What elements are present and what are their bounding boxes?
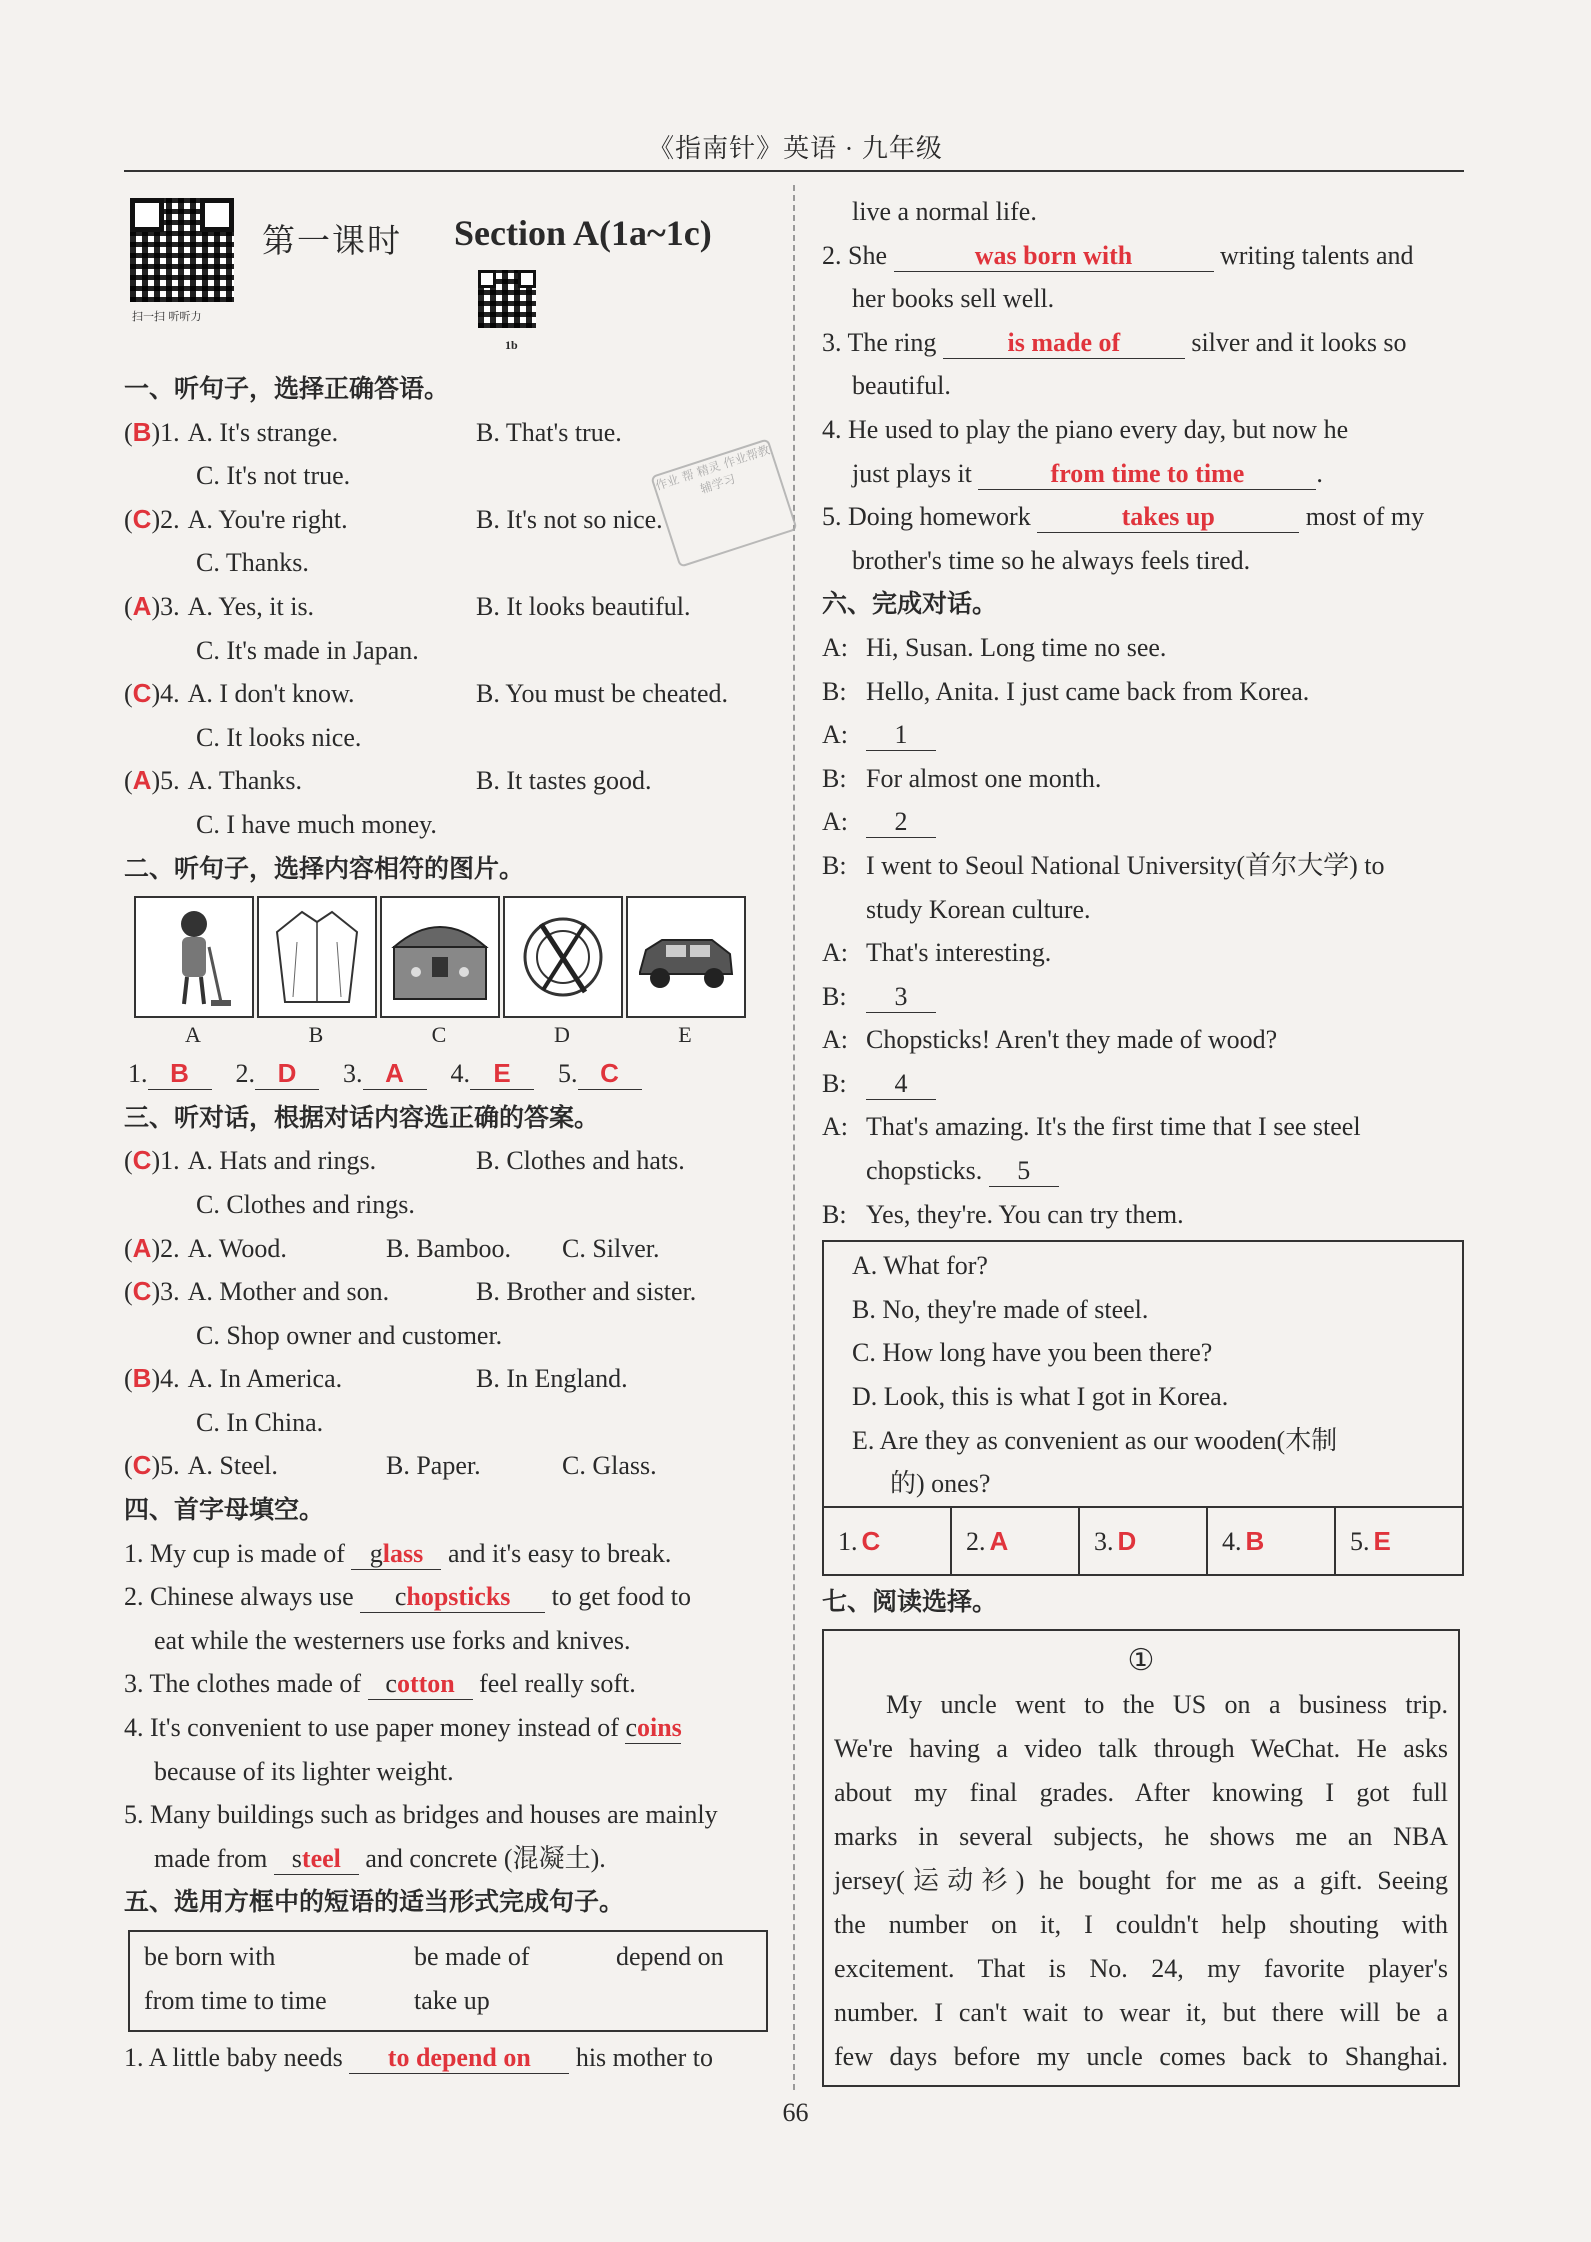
paren-open: ( [124, 504, 133, 534]
question-number: )2. [151, 1233, 180, 1263]
dialogue-text: Yes, they're. You can try them. [866, 1199, 1184, 1229]
girl-sweeping-icon [149, 902, 239, 1012]
answer-number: 1. [128, 1059, 148, 1089]
picture-answer: E [493, 1058, 511, 1089]
phrase-q4: 4. He used to play the piano every day, but now he [822, 414, 1349, 444]
option-a: A. It's strange. [187, 417, 339, 447]
picture-label: A [185, 1022, 201, 1048]
option-c: C. Glass. [562, 1451, 657, 1481]
dialogue-answer: C [861, 1525, 881, 1556]
paren-open: ( [124, 591, 133, 621]
picture-e [626, 896, 744, 1052]
phrase-q1-cont: live a normal life. [852, 197, 1037, 226]
dialogue-answer: B [1245, 1525, 1265, 1556]
shirt-icon [267, 902, 367, 1012]
paren-open: ( [124, 679, 133, 709]
phrase: depend on [616, 1942, 724, 1971]
phrase-q4-cont: just plays it from time to time . [852, 458, 1323, 488]
watermark-stamp: 作业 帮 精灵 作业帮教辅学习 [650, 438, 798, 568]
phrase-box [128, 1930, 768, 2032]
speaker: A: [822, 938, 848, 968]
option-a: A. You're right. [187, 504, 348, 534]
option-b: B. You must be cheated. [476, 679, 729, 709]
speaker: A: [822, 1025, 848, 1055]
question-number: )1. [151, 1146, 180, 1176]
option-a: A. Wood. [187, 1233, 287, 1263]
speaker: A: [822, 632, 848, 662]
fill-letter-q5-cont: made from steel and concrete (混凝土). [154, 1843, 606, 1873]
header-rule [124, 170, 1464, 172]
column-divider [793, 185, 795, 2090]
choice-question-cont [124, 1314, 769, 1358]
choice-answer: A [132, 1232, 152, 1263]
option-b: B. It looks beautiful. [476, 591, 691, 621]
dialogue-blank[interactable]: 1 [866, 720, 936, 751]
passage-number: ① [1127, 1644, 1155, 1678]
passage-line: jersey(运动衫) he bought for me as a gift. Seeing [834, 1866, 1448, 1896]
choice-question [124, 1139, 769, 1183]
question-number: )3. [151, 591, 180, 621]
choice-answer: B [132, 416, 152, 447]
answer-number: 1. [838, 1526, 858, 1556]
page-header: 《指南针》英语 · 九年级 [648, 134, 943, 163]
choice-question [124, 759, 769, 803]
dialogue-line [822, 626, 1464, 670]
phrase-q2-cont: her books sell well. [852, 284, 1055, 314]
choice-question-cont [124, 1183, 769, 1227]
picture-label: C [431, 1022, 447, 1048]
option-b: B. That's true. [476, 417, 622, 447]
reading-passage-box [822, 1629, 1460, 2087]
question-number: )5. [151, 1451, 180, 1481]
section-2-answers [124, 1052, 769, 1096]
option-b: B. Brother and sister. [476, 1277, 697, 1307]
answer-blank [363, 1058, 427, 1090]
page-number: 66 [782, 2098, 809, 2127]
fill-letter-q1: 1. My cup is made of glass and it's easy to break. [124, 1538, 672, 1568]
option-c: C. In China. [196, 1407, 324, 1437]
option-c: C. Shop owner and customer. [196, 1320, 503, 1350]
phrase-q3: 3. The ring is made of silver and it looks so [822, 327, 1407, 357]
dialogue-text: I went to Seoul National University(首尔大学) to [866, 850, 1385, 880]
paren-open: ( [124, 1364, 133, 1394]
dialogue-option: D. Look, this is what I got in Korea. [852, 1382, 1229, 1412]
dialogue-options-box [822, 1240, 1464, 1576]
section-1-title: 一、听句子，选择正确答语。 [124, 374, 450, 403]
choice-question [124, 411, 769, 455]
speaker: B: [822, 1068, 847, 1098]
option-a: A. Mother and son. [187, 1277, 390, 1307]
option-a: A. Yes, it is. [187, 591, 315, 621]
phrase-q3-cont: beautiful. [852, 371, 951, 401]
option-a: A. I don't know. [187, 679, 355, 709]
car-icon [632, 902, 740, 1012]
dialogue-line [822, 757, 1464, 801]
option-a: A. Steel. [187, 1451, 278, 1481]
choice-question-cont [124, 541, 769, 585]
speaker: B: [822, 1199, 847, 1229]
speaker: A: [822, 1112, 848, 1142]
choice-question-cont [124, 803, 769, 847]
question-number: )3. [151, 1277, 180, 1307]
answer-number: 4. [1222, 1526, 1242, 1556]
dialogue-blank[interactable]: 2 [866, 807, 936, 838]
option-a: A. Hats and rings. [187, 1146, 377, 1176]
dialogue-text: Chopsticks! Aren't they made of wood? [866, 1025, 1278, 1055]
option-a: A. Thanks. [187, 766, 302, 796]
choice-question [124, 1357, 769, 1401]
paren-open: ( [124, 1451, 133, 1481]
choice-answer: C [132, 503, 152, 534]
dialogue-text: Hello, Anita. I just came back from Korea. [866, 676, 1310, 706]
choice-answer: A [132, 765, 152, 796]
fill-letter-q2-cont: eat while the westerners use forks and knives. [154, 1625, 631, 1655]
speaker: A: [822, 720, 848, 750]
answer-blank [470, 1058, 534, 1090]
answer-blank [578, 1058, 642, 1090]
dialogue-line [822, 713, 1464, 757]
fill-letter-q2: 2. Chinese always use chopsticks to get food to [124, 1582, 691, 1612]
passage-line: the number on it, I couldn't help shouting with [834, 1910, 1448, 1940]
question-number: )4. [151, 679, 180, 709]
dialogue [822, 626, 1464, 1236]
dialogue-line-cont [822, 1149, 1464, 1193]
dialogue-line [822, 1193, 1464, 1237]
choice-answer: C [132, 678, 152, 709]
picture-c [380, 896, 498, 1052]
answer-number: 5. [1350, 1526, 1370, 1556]
answer-cell [1208, 1508, 1336, 1574]
dialogue-line-cont [822, 888, 1464, 932]
dialogue-blank[interactable]: 4 [866, 1069, 936, 1100]
option-a: A. In America. [187, 1364, 343, 1394]
answer-cell [824, 1508, 952, 1574]
section-4-title: 四、首字母填空。 [124, 1495, 325, 1525]
dialogue-line [822, 1018, 1464, 1062]
dialogue-line [822, 975, 1464, 1019]
dialogue-answer-grid [824, 1506, 1462, 1574]
dialogue-option: A. What for? [852, 1251, 988, 1281]
question-number: )2. [151, 504, 180, 534]
dialogue-text: That's interesting. [866, 938, 1052, 968]
section-3-items [124, 1139, 769, 1488]
question-number: )5. [151, 766, 180, 796]
option-c: C. Thanks. [196, 548, 309, 578]
choice-question-cont [124, 454, 769, 498]
option-b: B. Clothes and hats. [476, 1146, 685, 1176]
picture-b [257, 896, 375, 1052]
answer-number: 3. [343, 1059, 363, 1089]
option-c: C. Silver. [562, 1233, 660, 1263]
question-number: )1. [151, 417, 180, 447]
dialogue-blank[interactable]: 5 [989, 1156, 1059, 1187]
treasure-chest-icon [386, 902, 494, 1012]
choice-question [124, 672, 769, 716]
qr-code-1b-icon[interactable] [478, 270, 536, 328]
picture-label: D [554, 1022, 570, 1048]
choice-question [124, 498, 769, 542]
phrase-q2: 2. She was born with writing talents and [822, 240, 1414, 270]
option-b: B. It tastes good. [476, 766, 652, 796]
speaker: A: [822, 807, 848, 837]
dialogue-line [822, 1062, 1464, 1106]
answer-cell [1336, 1508, 1462, 1574]
option-c: C. It's not true. [196, 461, 351, 491]
left-column [124, 190, 769, 2080]
choice-question [124, 1444, 769, 1488]
phrase-q5: 5. Doing homework takes up most of my [822, 502, 1425, 532]
answer-number: 5. [558, 1059, 578, 1089]
paren-open: ( [124, 766, 133, 796]
dialogue-text: That's amazing. It's the first time that I see steel [866, 1112, 1361, 1142]
picture-d [503, 896, 621, 1052]
speaker: B: [822, 676, 847, 706]
fill-letter-q4-cont: because of its lighter weight. [154, 1756, 454, 1786]
section-6-title: 六、完成对话。 [822, 589, 998, 619]
qr-code-icon[interactable] [130, 198, 234, 302]
paren-open: ( [124, 1146, 133, 1176]
dialogue-line [822, 844, 1464, 888]
picture-answer: A [385, 1058, 404, 1089]
dialogue-answer: A [989, 1525, 1009, 1556]
phrase-q5-cont: brother's time so he always feels tired. [852, 545, 1251, 575]
picture-options [134, 896, 769, 1052]
phrase: take up [414, 1986, 490, 2015]
choice-question [124, 1270, 769, 1314]
paren-open: ( [124, 1277, 133, 1307]
choice-answer: C [132, 1145, 152, 1176]
passage-line: few days before my uncle comes back to Shanghai. [834, 2042, 1448, 2072]
picture-label: E [678, 1022, 692, 1048]
choice-answer: B [132, 1363, 152, 1394]
passage-line: about my final grades. After knowing I got full [834, 1778, 1448, 1808]
dialogue-answer: E [1373, 1525, 1391, 1556]
answer-blank [255, 1058, 319, 1090]
right-column [822, 190, 1464, 2087]
dialogue-line [822, 1105, 1464, 1149]
dialogue-line [822, 931, 1464, 975]
dialogue-line [822, 670, 1464, 714]
phrase: be born with [144, 1942, 276, 1971]
speaker: B: [822, 763, 847, 793]
lesson-title-block [124, 190, 769, 370]
dialogue-option: 的) ones? [890, 1469, 991, 1499]
choice-question-cont [124, 716, 769, 760]
option-c: C. It looks nice. [196, 722, 362, 752]
speaker: B: [822, 981, 847, 1011]
passage-line: marks in several subjects, he shows me an NBA [834, 1822, 1448, 1852]
option-c: C. I have much money. [196, 809, 437, 839]
dialogue-text: Hi, Susan. Long time no see. [866, 632, 1167, 662]
answer-cell [952, 1508, 1080, 1574]
dialogue-answer: D [1117, 1525, 1137, 1556]
phrase: be made of [414, 1942, 530, 1971]
fill-letter-q3: 3. The clothes made of cotton feel really soft. [124, 1669, 636, 1699]
lesson-title-cn: 第一课时 [262, 221, 402, 260]
option-b: B. Paper. [386, 1451, 481, 1481]
dialogue-text: study Korean culture. [866, 894, 1091, 924]
option-b: B. Bamboo. [386, 1233, 511, 1263]
passage-line: number. I can't wait to wear it, but there will be a [834, 1998, 1448, 2028]
dialogue-option: C. How long have you been there? [852, 1338, 1213, 1368]
dialogue-option: B. No, they're made of steel. [852, 1294, 1149, 1324]
option-b: B. In England. [476, 1364, 628, 1394]
dialogue-text: chopsticks. [866, 1156, 989, 1186]
picture-a [134, 896, 252, 1052]
phrase-q1: 1. A little baby needs to depend on his mother to [124, 2043, 714, 2072]
section-5-title: 五、选用方框中的短语的适当形式完成句子。 [124, 1887, 625, 1917]
answer-number: 2. [235, 1059, 255, 1089]
answer-number: 4. [450, 1059, 470, 1089]
picture-label: B [308, 1022, 324, 1048]
qr-caption: 扫一扫 听听力 [132, 310, 202, 323]
fill-letter-q4: 4. It's convenient to use paper money instead of coins [124, 1713, 682, 1743]
dialogue-option: E. Are they as convenient as our wooden(木制 [852, 1425, 1338, 1455]
option-c: C. Clothes and rings. [196, 1189, 415, 1219]
dialogue-line [822, 800, 1464, 844]
choice-answer: C [132, 1276, 152, 1307]
dialogue-blank[interactable]: 3 [866, 982, 936, 1013]
choice-question [124, 585, 769, 629]
fill-letter-q5: 5. Many buildings such as bridges and houses are mainly [124, 1800, 718, 1830]
section-1-items [124, 411, 769, 847]
answer-blank [148, 1058, 212, 1090]
qr2-caption: 1b [505, 338, 518, 352]
choice-question-cont [124, 629, 769, 673]
answer-number: 3. [1094, 1526, 1114, 1556]
section-2-title: 二、听句子，选择内容相符的图片。 [124, 853, 525, 883]
picture-answer: D [277, 1058, 297, 1089]
dialogue-text: For almost one month. [866, 763, 1102, 793]
lesson-title-en: Section A(1a~1c) [454, 213, 712, 253]
passage-line: My uncle went to the US on a business trip. [886, 1690, 1448, 1720]
passage-line: excitement. That is No. 24, my favorite player's [834, 1954, 1448, 1984]
choice-answer: C [132, 1450, 152, 1481]
paren-open: ( [124, 417, 133, 447]
paren-open: ( [124, 1233, 133, 1263]
question-number: )4. [151, 1364, 180, 1394]
section-7-title: 七、阅读选择。 [822, 1586, 998, 1616]
picture-answer: C [600, 1058, 619, 1089]
passage-line: We're having a video talk through WeChat. He asks [834, 1734, 1448, 1764]
choice-question [124, 1227, 769, 1271]
option-b: B. It's not so nice. [476, 504, 663, 534]
speaker: B: [822, 850, 847, 880]
picture-answer: B [170, 1058, 189, 1089]
phrase: from time to time [144, 1986, 327, 2015]
option-c: C. It's made in Japan. [196, 635, 419, 665]
answer-cell [1080, 1508, 1208, 1574]
choice-question-cont [124, 1401, 769, 1445]
plate-fork-knife-icon [513, 902, 613, 1012]
answer-number: 2. [966, 1526, 986, 1556]
section-3-title: 三、听对话，根据对话内容选正确的答案。 [124, 1102, 600, 1132]
choice-answer: A [132, 590, 152, 621]
